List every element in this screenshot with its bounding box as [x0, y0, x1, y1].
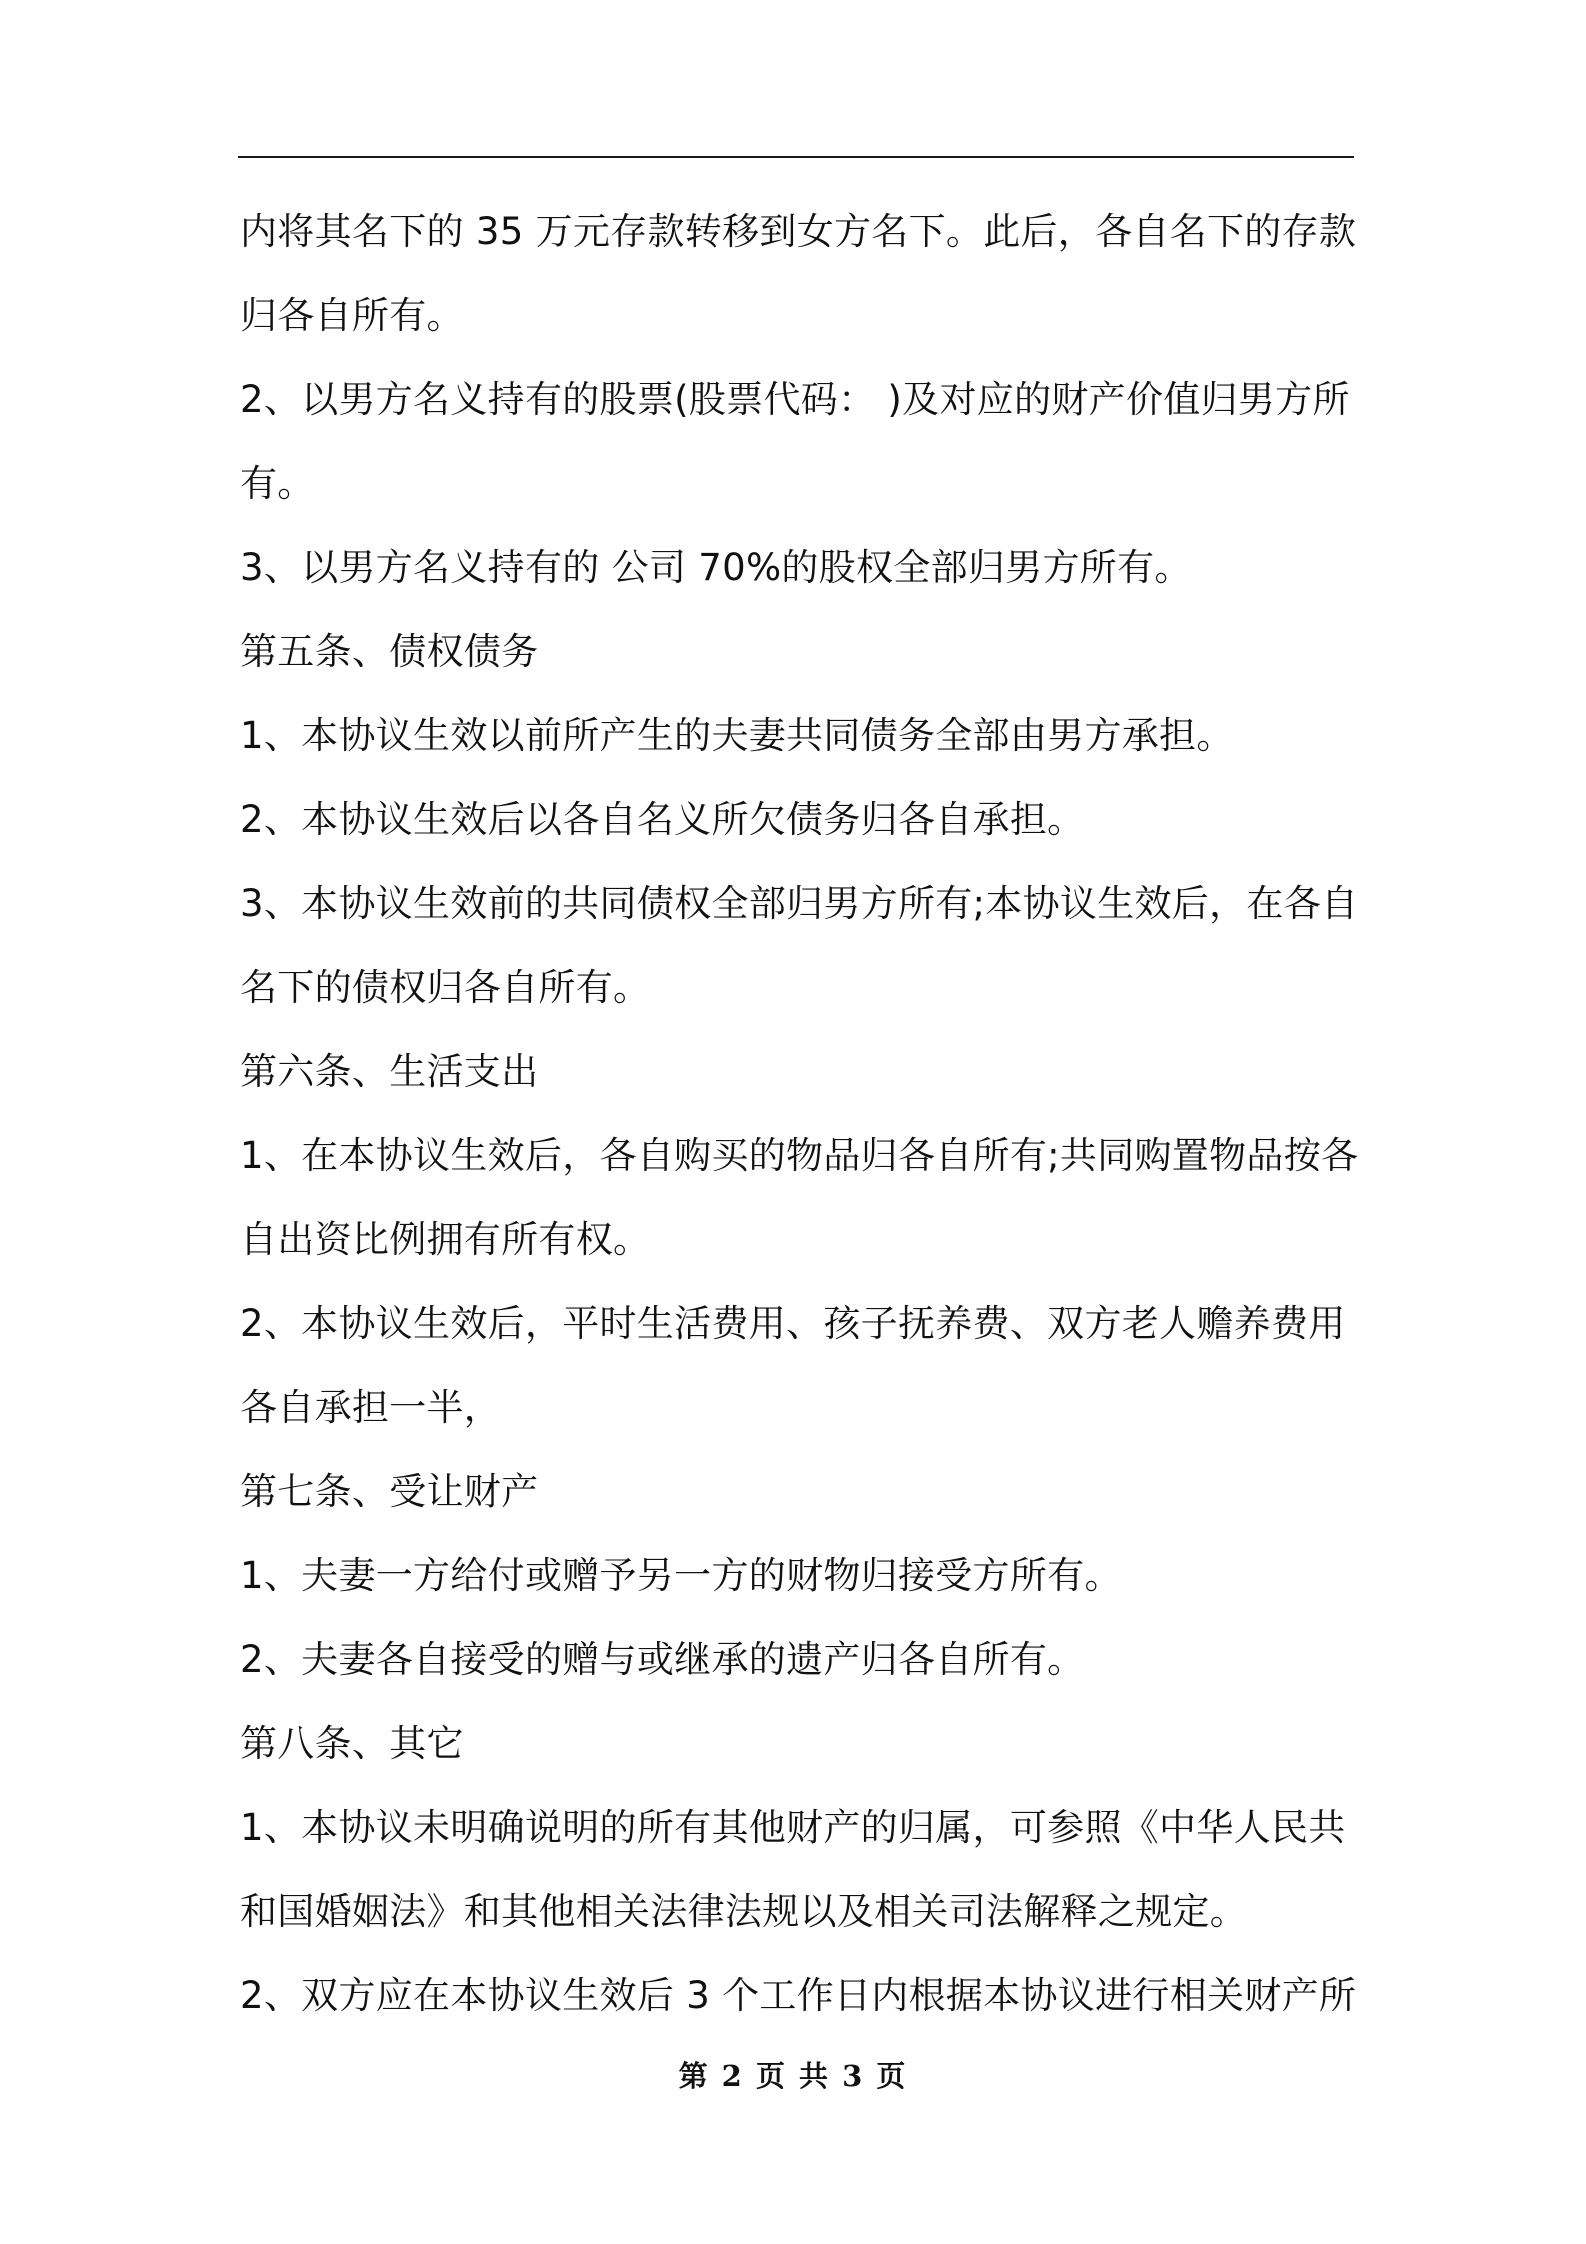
text-line-10: 名下的债权归各自所有。	[240, 966, 651, 1009]
text-line-17: 1、夫妻一方给付或赠予另一方的财物归接受方所有。	[240, 1554, 1122, 1597]
section-heading-7: 第七条、受让财产	[240, 1470, 539, 1513]
document-body	[240, 190, 1360, 2038]
section-heading-8: 第八条、其它	[240, 1722, 464, 1765]
text-line-14: 2、本协议生效后，平时生活费用、孩子抚养费、双方老人赡养费用	[240, 1302, 1346, 1345]
text-line-22: 2、双方应在本协议生效后 3 个工作日内根据本协议进行相关财产所	[240, 1974, 1357, 2017]
text-line-2: 归各自所有。	[240, 294, 464, 337]
text-line-12: 1、在本协议生效后，各自购买的物品归各自所有;共同购置物品按各	[240, 1134, 1359, 1177]
text-line-8: 2、本协议生效后以各自名义所欠债务归各自承担。	[240, 798, 1085, 841]
text-line-5: 3、以男方名义持有的 公司 70%的股权全部归男方所有。	[240, 546, 1192, 589]
section-heading-5: 第五条、债权债务	[240, 630, 539, 673]
text-line-9: 3、本协议生效前的共同债权全部归男方所有;本协议生效后，在各自	[240, 882, 1359, 925]
header-rule	[238, 156, 1354, 158]
text-line-7: 1、本协议生效以前所产生的夫妻共同债务全部由男方承担。	[240, 714, 1234, 757]
text-line-18: 2、夫妻各自接受的赠与或继承的遗产归各自所有。	[240, 1638, 1085, 1681]
text-line-21: 和国婚姻法》和其他相关法律法规以及相关司法解释之规定。	[240, 1890, 1248, 1933]
text-line-15: 各自承担一半，	[240, 1386, 502, 1429]
text-line-13: 自出资比例拥有所有权。	[240, 1218, 651, 1261]
section-heading-6: 第六条、生活支出	[240, 1050, 539, 1093]
text-line-4: 有。	[240, 462, 315, 505]
text-line-1: 内将其名下的 35 万元存款转移到女方名下。此后，各自名下的存款	[240, 210, 1357, 253]
text-line-3: 2、以男方名义持有的股票(股票代码： )及对应的财产价值归男方所	[240, 378, 1350, 421]
page-footer: 第 2 页 共 3 页	[678, 2059, 908, 2093]
text-line-20: 1、本协议未明确说明的所有其他财产的归属，可参照《中华人民共	[240, 1806, 1346, 1849]
